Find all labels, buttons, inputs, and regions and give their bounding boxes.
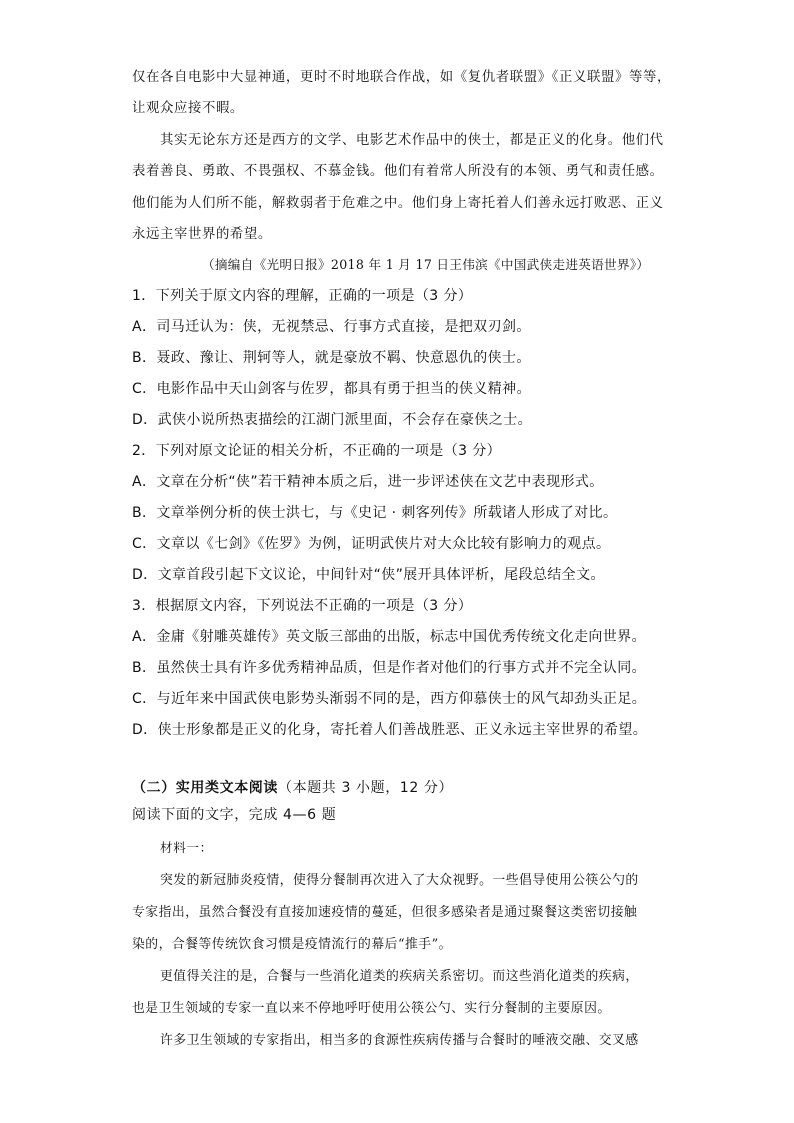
passage-line: 其实无论东方还是西方的文学、电影艺术作品中的侠士，都是正义的化身。他们代 <box>160 133 664 148</box>
question-option: A．金庸《射雕英雄传》英文版三部曲的出版，标志中国优秀传统文化走向世界。 <box>132 629 646 645</box>
question-option: B．聂政、豫让、荆轲等人，就是豪放不羁、快意恩仇的侠士。 <box>132 350 531 366</box>
question-option: D．文章首段引起下文议论，中间针对“侠”展开具体评析，尾段总结全文。 <box>132 567 605 583</box>
question-stem: 3．根据原文内容，下列说法不正确的一项是（3 分） <box>132 598 473 614</box>
section-instruction: 阅读下面的文字，完成 4—6 题 <box>132 807 337 823</box>
material-line: 染的，合餐等传统饮食习惯是疫情流行的幕后“推手”。 <box>132 937 452 952</box>
question-option: C．电影作品中天山剑客与佐罗，都具有勇于担当的侠义精神。 <box>132 381 531 397</box>
passage-line: 让观众应接不暇。 <box>132 101 244 116</box>
material-line: 也是卫生领域的专家一直以来不停地呼吁使用公筷公勺、实行分餐制的主要原因。 <box>132 1001 611 1016</box>
passage-line: 仅在各自电影中大显神通，更时不时地联合作战，如《复仇者联盟》《正义联盟》等等， <box>132 70 671 85</box>
passage-line: 表着善良、勇敢、不畏强权、不慕金钱。他们有着常人所没有的本领、勇气和责任感。 <box>132 164 664 179</box>
question-option: C．文章以《七剑》《佐罗》为例，证明武侠片对大众比较有影响力的观点。 <box>132 536 611 552</box>
material-line: 更值得关注的是，合餐与一些消化道类的疾病关系密切。而这些消化道类的疾病， <box>160 969 639 984</box>
passage-line: 永远主宰世界的希望。 <box>132 227 272 242</box>
material-label: 材料一： <box>160 840 213 855</box>
material-line: 许多卫生领域的专家指出，相当多的食源性疾病传播与合餐时的唾液交融、交叉感 <box>160 1033 639 1048</box>
question-option: A．司马迁认为：侠，无视禁忌、行事方式直接，是把双刃剑。 <box>132 319 531 335</box>
material-line: 专家指出，虽然合餐没有直接加速疫情的蔓延，但很多感染者是通过聚餐这类密切接触 <box>132 905 638 920</box>
section-title: （二）实用类文本阅读 <box>132 780 278 796</box>
passage-line: 他们能为人们所不能，解救弱者于危难之中。他们身上寄托着人们善永远打败恶、正义 <box>132 196 664 211</box>
question-option: D．武侠小说所热衷描绘的江湖门派里面，不会存在豪侠之士。 <box>132 412 532 428</box>
question-option: D．侠士形象都是正义的化身，寄托着人们善战胜恶、正义永远主宰世界的希望。 <box>132 722 648 738</box>
question-stem: 2．下列对原文论证的相关分析，不正确的一项是（3 分） <box>132 443 502 459</box>
question-stem: 1．下列关于原文内容的理解，正确的一项是（3 分） <box>132 288 473 304</box>
question-option: A．文章在分析“侠”若干精神本质之后，进一步评述侠在文艺中表现形式。 <box>132 474 604 490</box>
question-option: C．与近年来中国武侠电影势头渐弱不同的是，西方仰慕侠士的风气却劲头正足。 <box>132 691 647 707</box>
material-line: 突发的新冠肺炎疫情，使得分餐制再次进入了大众视野。一些倡导使用公筷公勺的 <box>160 873 639 888</box>
section-heading <box>132 777 453 797</box>
question-option: B．虽然侠士具有许多优秀精神品质，但是作者对他们的行事方式并不完全认同。 <box>132 660 647 676</box>
passage-source: （摘编自《光明日报》2018 年 1 月 17 日王伟滨《中国武侠走进英语世界》） <box>202 257 650 272</box>
section-note: （本题共 3 小题，12 分） <box>278 780 454 796</box>
question-option: B．文章举例分析的侠士洪七，与《史记 · 刺客列传》所载诸人形成了对比。 <box>132 505 618 521</box>
